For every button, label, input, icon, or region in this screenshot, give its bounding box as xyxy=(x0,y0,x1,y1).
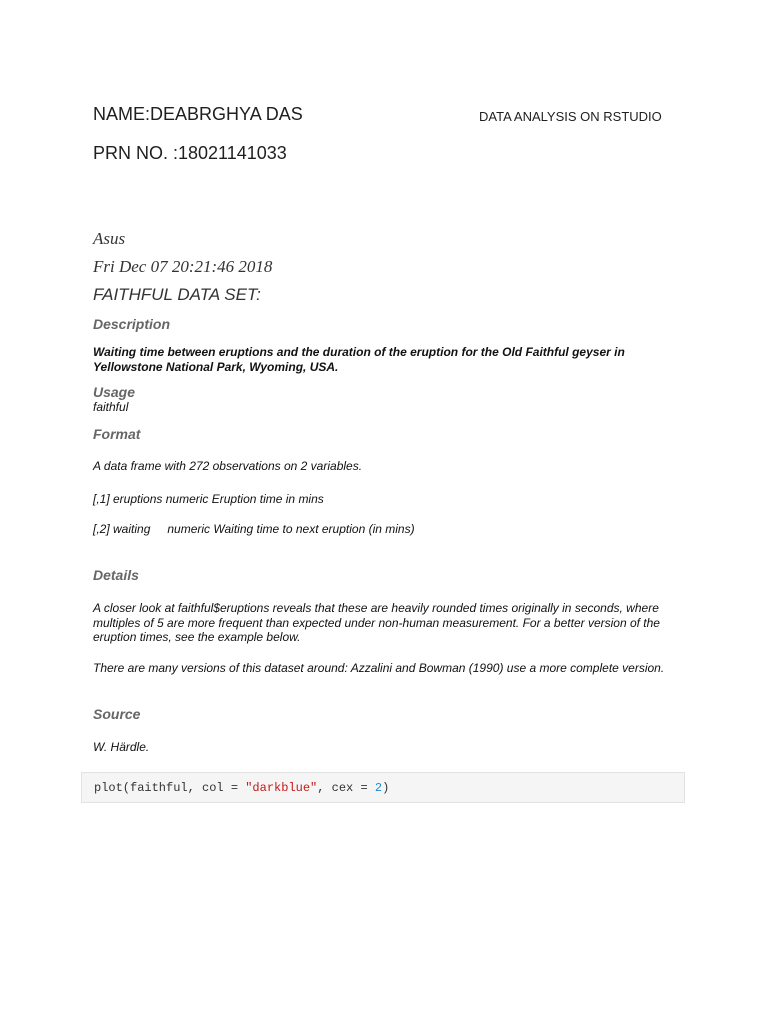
variable-index: [,2] waiting xyxy=(93,522,151,536)
section-heading-description: Description xyxy=(93,316,171,332)
code-number-literal: 2 xyxy=(374,781,383,795)
section-heading-details: Details xyxy=(93,567,139,583)
variable-spec: numeric Waiting time to next eruption (in mins) xyxy=(167,522,415,536)
student-name: NAME:DEABRGHYA DAS xyxy=(93,104,303,124)
variable-spec: numeric Eruption time in mins xyxy=(165,492,324,506)
document-title: FAITHFUL DATA SET: xyxy=(93,285,261,304)
source-text: W. Härdle. xyxy=(93,740,150,754)
details-paragraph: A closer look at faithful$eruptions reveals that these are heavily rounded times originally in seconds, where multiples of 5 are more frequent than expected under non-human measurement. For a better version of the eruption times, see the example below. xyxy=(93,601,660,644)
variable-row xyxy=(93,522,415,536)
code-block xyxy=(81,772,685,803)
variable-index: [,1] eruptions xyxy=(93,492,163,506)
code-line xyxy=(94,781,389,795)
details-paragraph: There are many versions of this dataset around: Azzalini and Bowman (1990) use a more complete version. xyxy=(93,661,665,675)
format-text: A data frame with 272 observations on 2 variables. xyxy=(93,459,363,473)
variable-row xyxy=(93,492,324,506)
description-text: Waiting time between eruptions and the duration of the eruption for the Old Faithful geyser in Yellowstone National Park, Wyoming, USA. xyxy=(93,345,625,374)
section-heading-usage: Usage xyxy=(93,384,136,400)
code-plain: plot(faithful, col = xyxy=(94,781,246,795)
code-plain: ) xyxy=(382,781,390,795)
section-heading-format: Format xyxy=(93,426,141,442)
report-date: Fri Dec 07 20:21:46 2018 xyxy=(93,257,273,276)
prn-number: PRN NO. :18021141033 xyxy=(93,143,287,163)
usage-text: faithful xyxy=(93,400,129,414)
author: Asus xyxy=(93,229,126,248)
code-string-literal: "darkblue" xyxy=(245,781,318,795)
code-plain: , cex = xyxy=(317,781,375,795)
section-heading-source: Source xyxy=(93,706,141,722)
report-subject: DATA ANALYSIS ON RSTUDIO xyxy=(479,109,662,124)
